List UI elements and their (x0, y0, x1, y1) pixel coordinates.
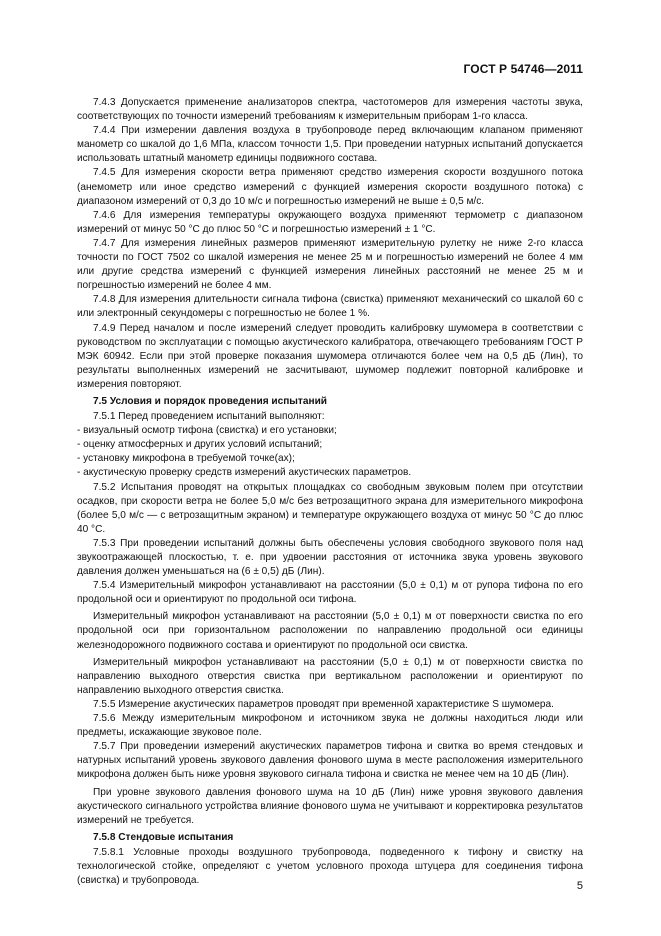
paragraph-7-5-1: 7.5.1 Перед проведением испытаний выполняют: (93, 411, 325, 423)
list-item: - акустическую проверку средств измерений акустических параметров. (77, 467, 412, 479)
paragraph-microphone-horizontal: Измерительный микрофон устанавливают на расстоянии (5,0 ± 0,1) м от поверхности свистка по его продольной оси при горизонтальном расположении по направлению продольной оси единицы железнодорожного подвижного состава и ориентируют по продольной оси свистка. (77, 611, 583, 651)
page-number: 5 (576, 880, 583, 892)
paragraph-background-noise: При уровне звукового давления фонового шума на 10 дБ (Лин) ниже уровня звукового давления акустического сигнального устройства влияние фонового шума не учитывают и корректировка результатов измерений не требуется. (77, 786, 583, 826)
section-heading-7-5: 7.5 Условия и порядок проведения испытаний (93, 395, 327, 407)
section-heading-7-5-8: 7.5.8 Стендовые испытания (93, 831, 234, 843)
paragraph-7-4-8: 7.4.8 Для измерения длительности сигнала тифона (свистка) применяют механический со шкалой 60 с или электронный секундомеры с погрешностью не более 1 %. (77, 294, 583, 320)
paragraph-microphone-vertical: Измерительный микрофон устанавливают на расстоянии (5,0 ± 0,1) м от поверхности свистка по направлению выходного отверстия свистка при вертикальном расположении и ориентируют по направлению выходного отверстия свистка. (77, 656, 583, 696)
paragraph-7-5-3: 7.5.3 При проведении испытаний должны быть обеспечены условия свободного звукового поля над звукоотражающей плоскостью, т. е. при удвоении расстояния от источника звука уровень звукового давления должен уменьшаться на (6 ± 0,5) дБ (Лин). (77, 537, 583, 578)
paragraph-7-4-3: 7.4.3 Допускается применение анализаторов спектра, частотомеров для измерения частоты звука, соответствующих по точности измерений требованиям к измерительным приборам 1-го класса. (77, 97, 583, 123)
paragraph-7-5-5: 7.5.5 Измерение акустических параметров проводят при временной характеристике S шумомера. (93, 698, 554, 710)
paragraph-7-4-6: 7.4.6 Для измерения температуры окружающего воздуха применяют термометр с диапазоном измерений от минус 50 °С до плюс 50 °С и погрешностью измерений ± 1 °С. (77, 209, 583, 235)
paragraph-7-5-4: 7.5.4 Измерительный микрофон устанавливают на расстоянии (5,0 ± 0,1) м от рупора тифона по его продольной оси и ориентируют по продольной оси тифона. (77, 580, 583, 606)
paragraph-7-4-7: 7.4.7 Для измерения линейных размеров применяют измерительную рулетку не ниже 2-го класса точности по ГОСТ 7502 со шкалой измерения не менее 25 м и погрешностью измерений не более 4 мм или другие средства измерений с функцией измерения линейных расстояний не менее 25 м и погрешностью измерений не более 4 мм. (77, 237, 583, 292)
list-item: - оценку атмосферных и других условий испытаний; (77, 439, 323, 451)
document-body (77, 96, 583, 888)
list-item: - визуальный осмотр тифона (свистка) и его установки; (77, 425, 337, 437)
paragraph-7-4-4: 7.4.4 При измерении давления воздуха в трубопроводе перед включающим клапаном применяют манометр со шкалой до 1,6 МПа, классом точности 1,5. При проведении натурных испытаний допускается использовать штатный манометр единицы подвижного состава. (77, 125, 583, 165)
list-item: - установку микрофона в требуемой точке(ах); (77, 453, 295, 465)
paragraph-7-4-5: 7.4.5 Для измерения скорости ветра применяют средство измерения скорости воздушного потока (анемометр или иное средство измерений с функцией измерения скорости воздушного потока) с диапазоном измерений от 0,3 до 10 м/с и погрешностью измерений не выше ± 0,5 м/с. (77, 167, 583, 207)
paragraph-7-4-9: 7.4.9 Перед началом и после измерений следует проводить калибровку шумомера в соответствии с руководством по эксплуатации с помощью акустического калибратора, отвечающего требованиям ГОСТ Р МЭК 60942. Если при этой проверке показания шумомера отличаются более чем на 0,5 дБ (Лин), то результаты выполненных измерений не засчитывают, шумомер подлежит повторной калибровке и измерения повторяют. (77, 322, 583, 390)
paragraph-7-5-8-1: 7.5.8.1 Условные проходы воздушного трубопровода, подведенного к тифону и свистку на технологической стойке, определяют с учетом условного прохода штуцера для соединения тифона (свистка) и трубопровода. (77, 846, 583, 887)
paragraph-7-5-7: 7.5.7 При проведении измерений акустических параметров тифона и свитка во время стендовых и натурных испытаний уровень звукового давления фонового шума в месте расположения измерительного микрофона должен быть ниже уровня звукового сигнала тифона и свистка не менее чем на 10 дБ (Лин). (77, 741, 583, 781)
paragraph-7-5-2: 7.5.2 Испытания проводят на открытых площадках со свободным звуковым полем при отсутствии осадков, при скорости ветра не более 5,0 м/с без ветрозащитного экрана для измерительного микрофона (более 5,0 м/с — с ветрозащитным экраном) и температуре окружающего воздуха от минус 50 °С до плюс 40 °С. (77, 481, 583, 535)
paragraph-7-5-6: 7.5.6 Между измерительным микрофоном и источником звука не должны находиться люди или предметы, искажающие звуковое поле. (77, 713, 583, 739)
document-header: ГОСТ Р 54746—2011 (463, 62, 583, 76)
